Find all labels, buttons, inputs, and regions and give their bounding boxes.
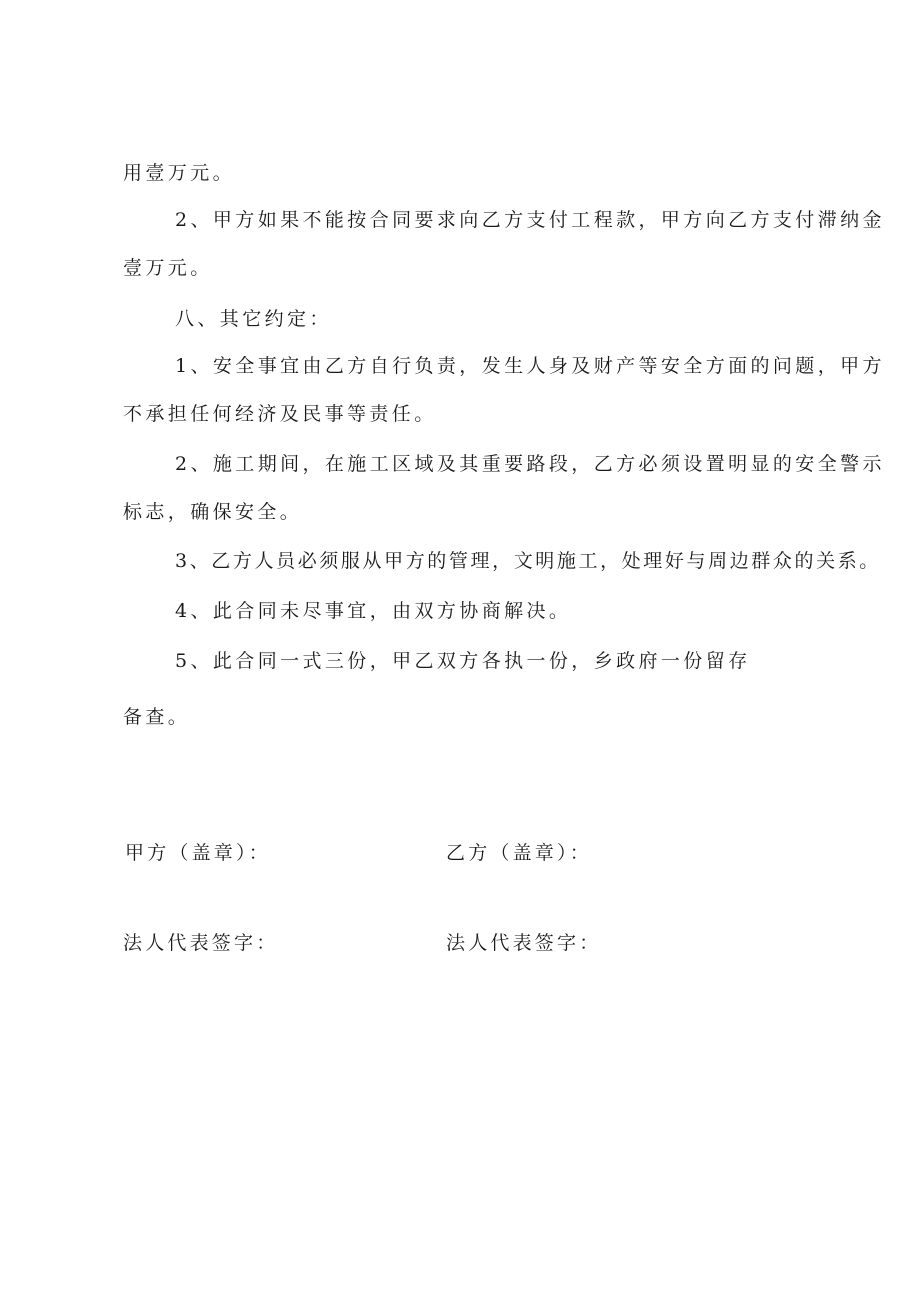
clause-5-line-2: 备查。 xyxy=(123,706,191,728)
clause-4-line-1: 4、此合同未尽事宜，由双方协商解决。 xyxy=(175,600,572,622)
clause-2-line-1: 2、施工期间，在施工区域及其重要路段，乙方必须设置明显的安全警示 xyxy=(175,453,885,475)
clause-1-line-2: 不承担任何经济及民事等责任。 xyxy=(123,403,437,425)
penalty-item-2-line-2: 壹万元。 xyxy=(123,257,213,279)
party-a-seal-label: 甲方（盖章）： xyxy=(125,842,271,864)
clause-2-line-2: 标志，确保安全。 xyxy=(123,501,303,523)
party-b-seal-label: 乙方（盖章）： xyxy=(446,842,592,864)
clause-5-line-1: 5、此合同一式三份，甲乙双方各执一份，乡政府一份留存 xyxy=(175,650,751,672)
clause-1-line-1: 1、安全事宜由乙方自行负责，发生人身及财产等安全方面的问题，甲方 xyxy=(175,355,885,377)
clause-3-line-1: 3、乙方人员必须服从甲方的管理，文明施工，处理好与周边群众的关系。 xyxy=(175,550,881,572)
penalty-item-2-line-1: 2、甲方如果不能按合同要求向乙方支付工程款，甲方向乙方支付滞纳金 xyxy=(175,209,885,231)
party-b-representative-label: 法人代表签字： xyxy=(446,932,602,954)
penalty-tail-line: 用壹万元。 xyxy=(123,162,236,184)
party-a-representative-label: 法人代表签字： xyxy=(123,932,279,954)
section-8-heading: 八、其它约定： xyxy=(175,308,332,330)
